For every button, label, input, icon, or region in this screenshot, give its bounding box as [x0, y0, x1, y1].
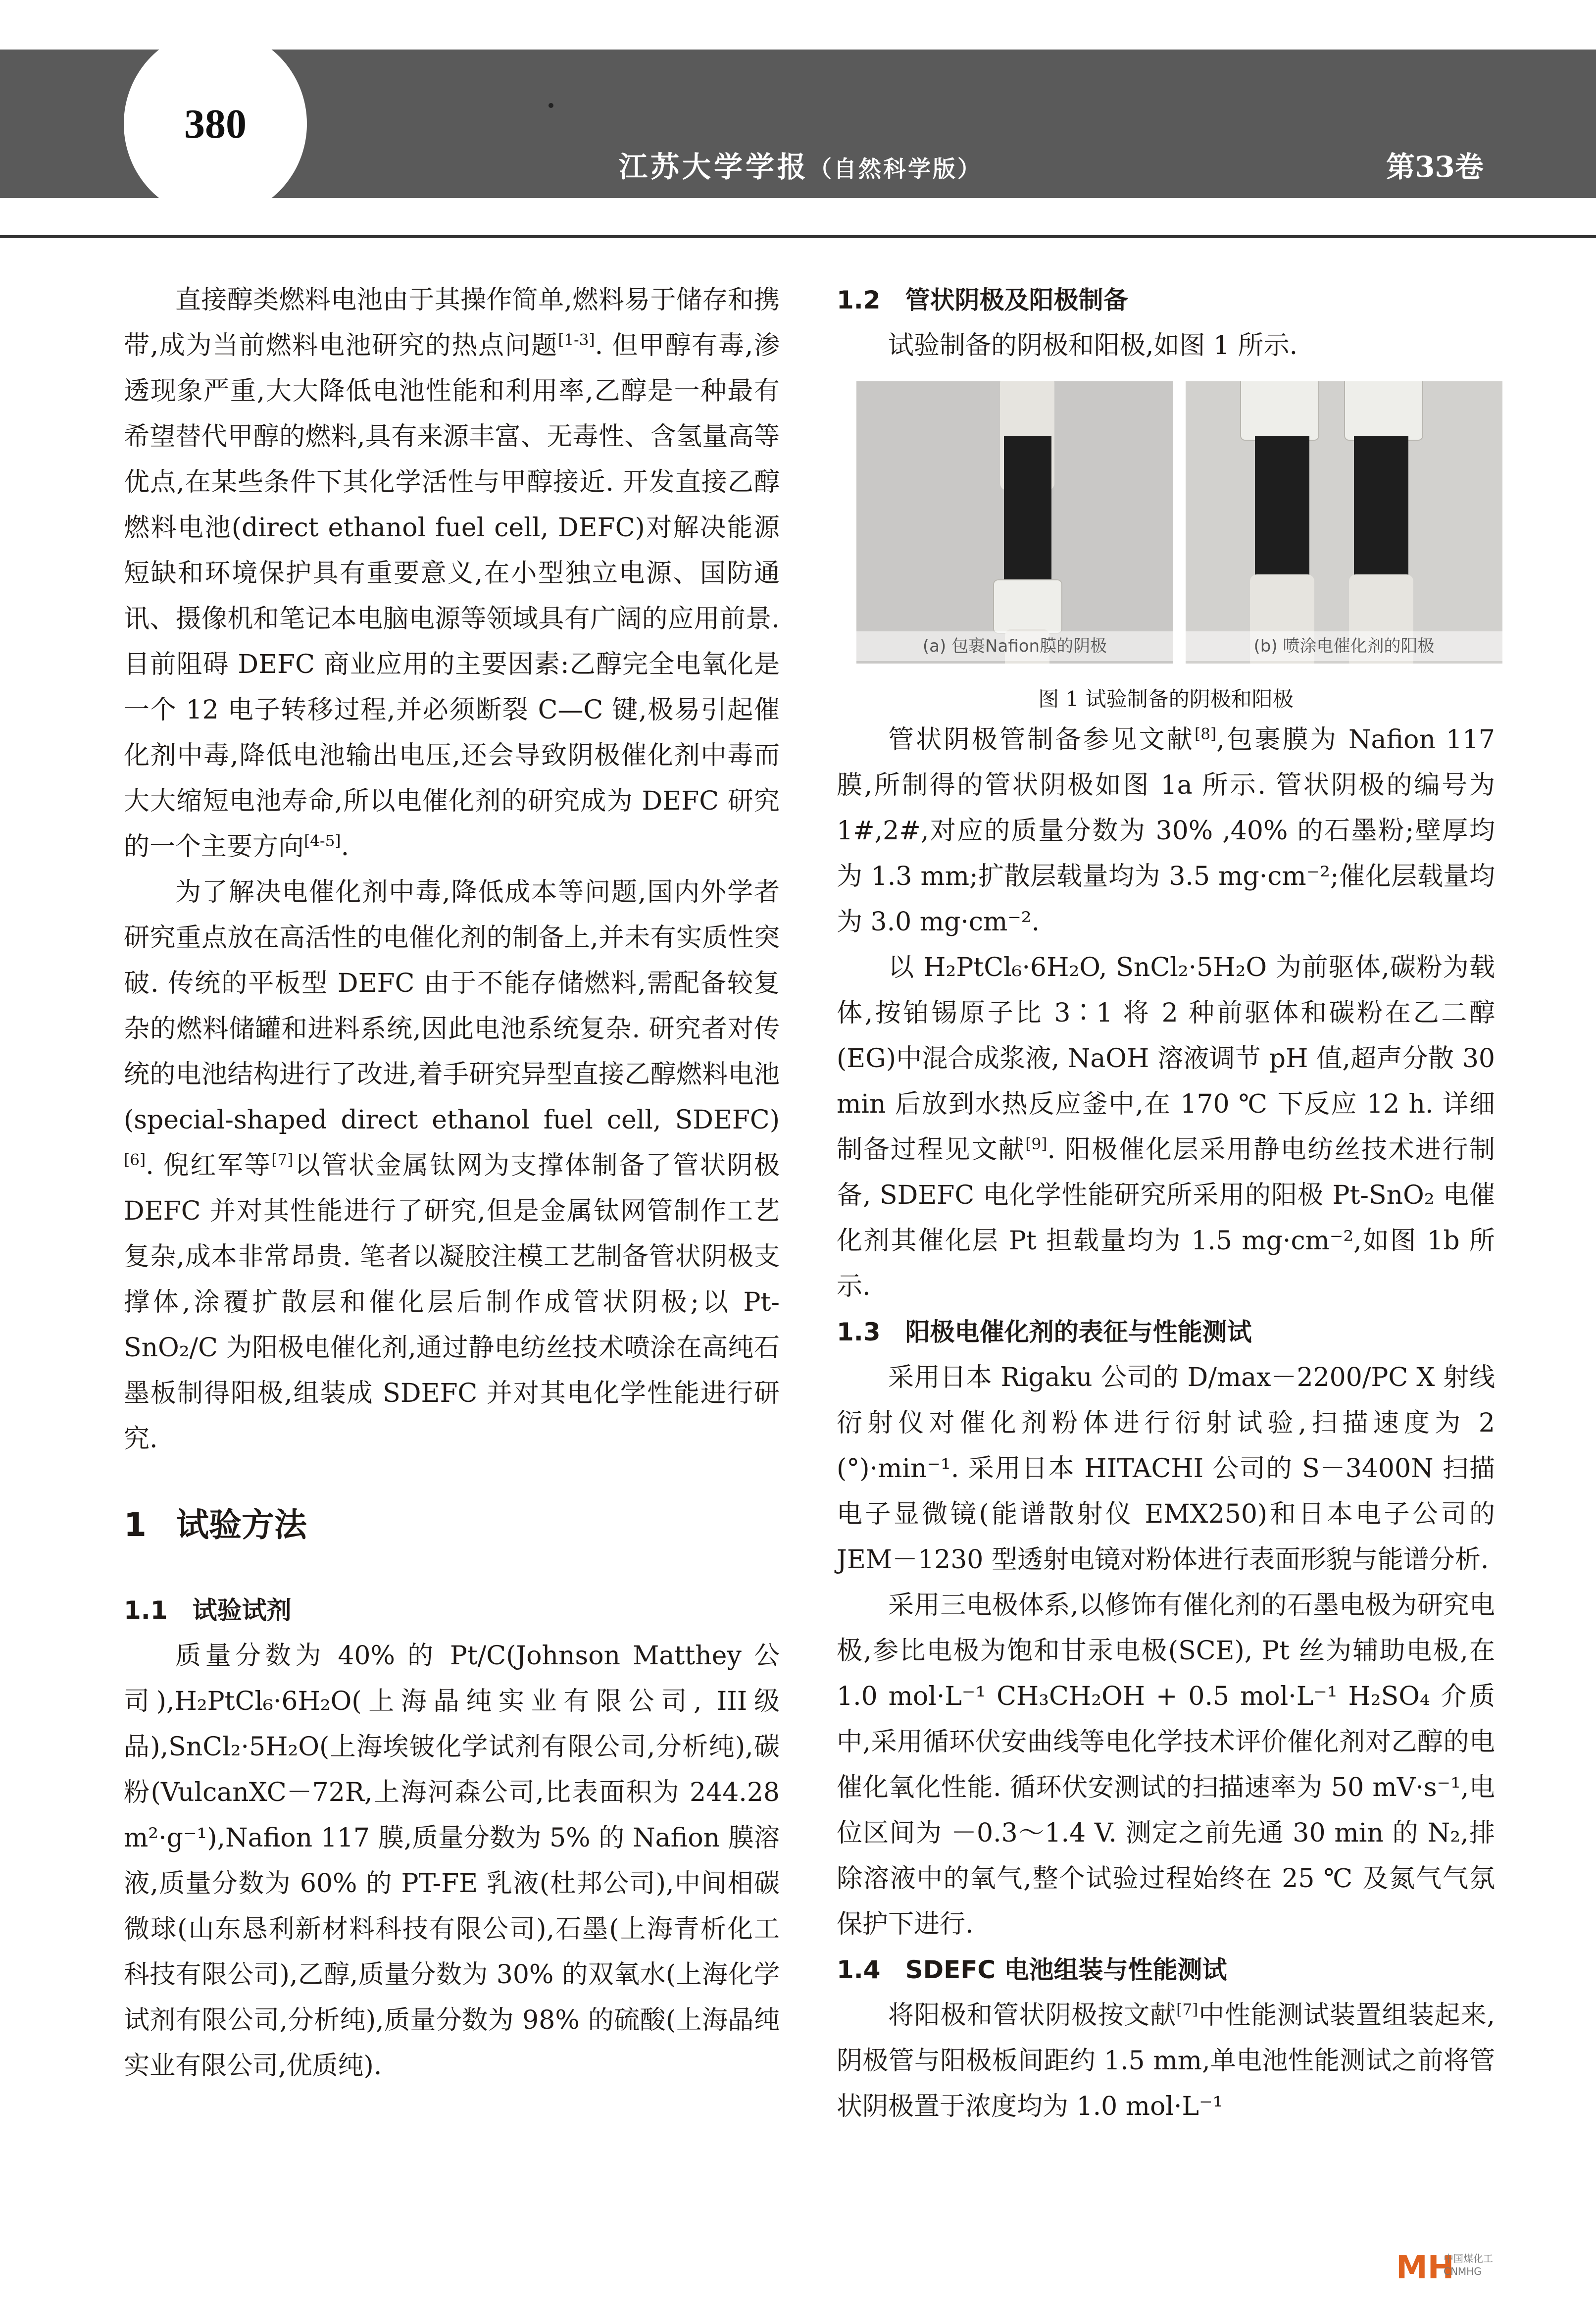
left-column: [124, 277, 780, 2089]
figure-caption: 图 1 试验制备的阴极和阳极: [1038, 687, 1294, 711]
citation[interactable]: [7]: [1176, 2001, 1198, 2019]
subsection-heading-1-4: 1.4 SDEFC 电池组装与性能测试: [837, 1955, 1227, 1984]
section-heading-1: 1 试验方法: [124, 1506, 307, 1544]
figure-caption-a: (a) 包裹Nafion膜的阴极: [856, 631, 1173, 661]
page-number: 380: [184, 101, 247, 147]
paragraph-electrochem: 采用三电极体系,以修饰有催化剂的石墨电极为研究电极,参比电极为饱和甘汞电极(SCE), Pt 丝为辅助电极,在 1.0 mol·L⁻¹ CH₃CH₂OH + 0.5 mol·L⁻¹ H₂SO₄ 介质中,采用循环伏安曲线等电化学技术评价催化剂对乙醇的电催化氧化性能. 循环伏安测试的扫描速率为 50 mV·s⁻¹,电位区间为 －0.3～1.4 V. 测定之前先通 30 min 的 N₂,排除溶液中的氧气,整个试验过程始终在 25 ℃ 及氮气气氛保护下进行.: [837, 1591, 1495, 1939]
header-rule: [0, 235, 1596, 238]
journal-name: 江苏大学学报: [619, 150, 809, 184]
citation[interactable]: [9]: [1025, 1135, 1047, 1153]
paragraph-characterization: 采用日本 Rigaku 公司的 D/max－2200/PC X 射线衍射仪对催化剂粉体进行衍射试验,扫描速度为 2 (°)·min⁻¹. 采用日本 HITACHI 公司的 S－3400N 扫描电子显微镜(能谱散射仪 EMX250)和日本电子公司的 JEM－1230 型透射电镜对粉体进行表面形貌与能谱分析.: [837, 1363, 1495, 1575]
subsection-heading-1-2: 1.2 管状阴极及阳极制备: [837, 286, 1128, 314]
citation[interactable]: [4-5]: [304, 832, 341, 850]
citation[interactable]: [8]: [1195, 725, 1217, 743]
logo-text: 中国煤化工 CNMHG: [1444, 2253, 1493, 2277]
figure-caption-b: (b) 喷涂电催化剂的阳极: [1186, 631, 1502, 661]
subsection-heading-1-3: 1.3 阳极电催化剂的表征与性能测试: [837, 1318, 1252, 1346]
paragraph-intro-2: 为了解决电催化剂中毒,降低成本等问题,国内外学者研究重点放在高活性的电催化剂的制备上,并未有实质性突破. 传统的平板型 DEFC 由于不能存储燃料,需配备较复杂的燃料储罐和进料系统,因此电池系统复杂. 研究者对传统的电池结构进行了改进,着手研究异型直接乙醇燃料电池(special-shaped direct ethanol fuel cell, SDEFC)[6]. 倪红军等[7]以管状金属钛网为支撑体制备了管状阴极 DEFC 并对其性能进行了研究,但是金属钛网管制作工艺复杂,成本非常昂贵. 笔者以凝胶注模工艺制备管状阴极支撑体,涂覆扩散层和催化层后制作成管状阴极;以 Pt-SnO₂/C 为阳极电催化剂,通过静电纺丝技术喷涂在高纯石墨板制得阳极,组装成 SDEFC 并对其电化学性能进行研究.: [124, 877, 780, 1454]
subsection-heading-1-1: 1.1 试验试剂: [124, 1596, 292, 1625]
paragraph-anode: 以 H₂PtCl₆·6H₂O, SnCl₂·5H₂O 为前驱体,碳粉为载体,按铂锡原子比 3∶1 将 2 种前驱体和碳粉在乙二醇(EG)中混合成浆液, NaOH 溶液调节 pH 值,超声分散 30 min 后放到水热反应釜中,在 170 ℃ 下反应 12 h. 详细制备过程见文献[9]. 阳极催化层采用静电纺丝技术进行制备, SDEFC 电化学性能研究所采用的阳极 Pt-SnO₂ 电催化剂其催化层 Pt 担载量均为 1.5 mg·cm⁻²,如图 1b 所示.: [837, 953, 1495, 1301]
decorative-dot: [549, 103, 553, 108]
paragraph-assembly: 将阳极和管状阴极按文献[7]中性能测试装置组装起来,阴极管与阳极板间距约 1.5 mm,单电池性能测试之前将管状阴极置于浓度均为 1.0 mol·L⁻¹: [837, 2001, 1495, 2121]
volume-label: 第33卷: [1386, 150, 1484, 184]
logo-mark: MH: [1396, 2250, 1454, 2286]
journal-title: [619, 144, 982, 185]
figure-1: [837, 381, 1495, 711]
photo-cathode: [856, 381, 1173, 664]
paragraph-cathode: 管状阴极管制备参见文献[8],包裹膜为 Nafion 117 膜,所制得的管状阴极如图 1a 所示. 管状阴极的编号为 1#,2#,对应的质量分数为 30% ,40% 的石墨粉;壁厚均为 1.3 mm;扩散层载量均为 3.5 mg·cm⁻²;催化层载量均为 3.0 mg·cm⁻².: [837, 725, 1495, 937]
photo-anode: [1186, 381, 1502, 664]
citation[interactable]: [1-3]: [558, 331, 595, 349]
right-column: [837, 277, 1495, 2129]
citation[interactable]: [7]: [271, 1151, 294, 1169]
citation[interactable]: [6]: [124, 1151, 146, 1169]
paragraph-reagents: 质量分数为 40% 的 Pt/C(Johnson Matthey 公司),H₂PtCl₆·6H₂O(上海晶纯实业有限公司, III级品),SnCl₂·5H₂O(上海埃铍化学试剂有限公司,分析纯),碳粉(VulcanXC－72R,上海河森公司,比表面积为 244.28 m²·g⁻¹),Nafion 117 膜,质量分数为 5% 的 Nafion 膜溶液,质量分数为 60% 的 PT-FE 乳液(杜邦公司),中间相碳微球(山东恳利新材料科技有限公司),石墨(上海青析化工科技有限公司),乙醇,质量分数为 30% 的双氧水(上海化学试剂有限公司,分析纯),质量分数为 98% 的硫酸(上海晶纯实业有限公司,优质纯).: [124, 1641, 780, 2081]
publisher-logo: [1396, 2248, 1495, 2293]
paragraph-figure-ref: 试验制备的阴极和阳极,如图 1 所示.: [888, 331, 1298, 360]
paragraph-intro-1: 直接醇类燃料电池由于其操作简单,燃料易于储存和携带,成为当前燃料电池研究的热点问题[1-3]. 但甲醇有毒,渗透现象严重,大大降低电池性能和利用率,乙醇是一种最有希望替代甲醇的燃料,具有来源丰富、无毒性、含氢量高等优点,在某些条件下其化学活性与甲醇接近. 开发直接乙醇燃料电池(direct ethanol fuel cell, DEFC)对解决能源短缺和环境保护具有重要意义,在小型独立电源、国防通讯、摄像机和笔记本电脑电源等领域具有广阔的应用前景. 目前阻碍 DEFC 商业应用的主要因素:乙醇完全电氧化是一个 12 电子转移过程,并必须断裂 C—C 键,极易引起催化剂中毒,降低电池输出电压,还会导致阴极催化剂中毒而大大缩短电池寿命,所以电催化剂的研究成为 DEFC 研究的一个主要方向[4-5].: [124, 285, 780, 862]
journal-subtitle: （自然科学版）: [809, 155, 983, 182]
